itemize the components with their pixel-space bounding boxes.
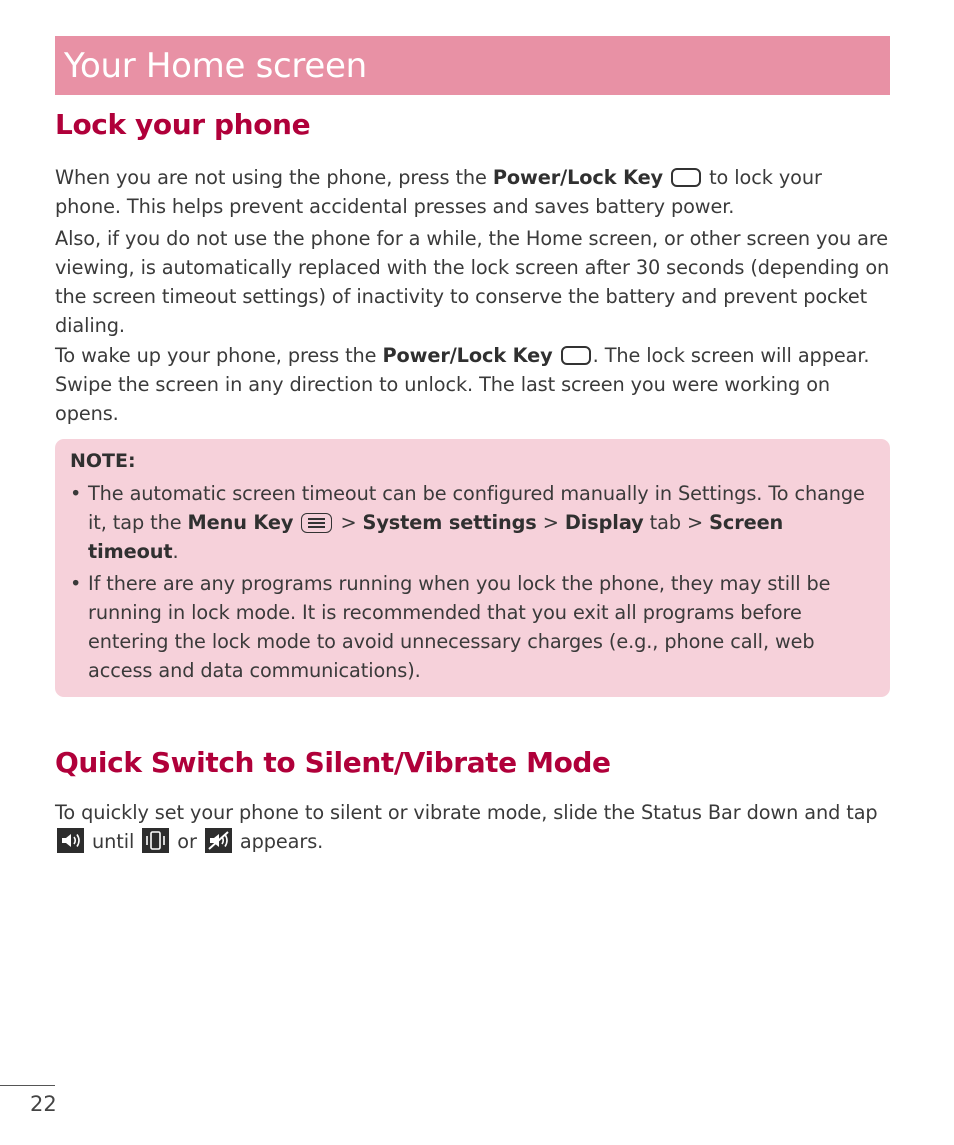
text-span: . xyxy=(172,540,179,563)
menu-key-icon xyxy=(301,513,332,533)
section-header-bar xyxy=(55,36,890,95)
screen-timeout-label: Screen timeout xyxy=(88,511,784,563)
sound-icon xyxy=(57,828,84,853)
silent-icon xyxy=(205,828,232,853)
text-span: appears. xyxy=(233,830,324,853)
text-span: to lock your phone. This helps prevent accidental presses and saves battery power. xyxy=(55,166,822,218)
text-span: When you are not using the phone, press the xyxy=(55,166,493,189)
lock-paragraph-2: Also, if you do not use the phone for a while, the Home screen, or other screen you are viewing, is automatically replaced with the lock screen after 30 seconds (depending on the screen timeout settings) of inactivity to conserve the battery and prevent pocket dialing. xyxy=(55,227,890,337)
text-span: To wake up your phone, press the xyxy=(55,344,383,367)
vibrate-icon xyxy=(142,828,169,853)
lock-paragraph-1 xyxy=(55,163,893,221)
note-item-timeout xyxy=(70,479,875,566)
page-number: 22 xyxy=(30,1092,57,1116)
note-list xyxy=(70,479,875,688)
text-span: until xyxy=(86,830,141,853)
lock-paragraph-3 xyxy=(55,341,893,428)
text-span: The automatic screen timeout can be configured manually in Settings. To change it, tap the xyxy=(88,482,865,534)
note-item-programs: • If there are any programs running when you lock the phone, they may still be running in lock mode. It is recommended that you exit all programs before entering the lock mode to avoid unnecessary charges (e.g., phone call, web access and data communications). xyxy=(70,569,875,685)
power-key-icon xyxy=(561,346,591,365)
note-title: NOTE: xyxy=(70,450,136,472)
quick-switch-heading: Quick Switch to Silent/Vibrate Mode xyxy=(55,746,611,779)
separator: > xyxy=(334,511,363,534)
page-section-title: Your Home screen xyxy=(64,45,367,86)
text-span: tab > xyxy=(643,511,710,534)
power-lock-key-label: Power/Lock Key xyxy=(382,344,553,367)
display-label: Display xyxy=(564,511,644,534)
text-span: or xyxy=(171,830,203,853)
system-settings-label: System settings xyxy=(362,511,537,534)
text-span: . The lock screen will appear. Swipe the screen in any direction to unlock. The last screen you were working on opens. xyxy=(55,344,870,425)
separator: > xyxy=(536,511,565,534)
footer-rule xyxy=(0,1085,55,1086)
text-span: To quickly set your phone to silent or vibrate mode, slide the Status Bar down and tap xyxy=(55,801,878,824)
menu-key-label: Menu Key xyxy=(187,511,294,534)
power-lock-key-label: Power/Lock Key xyxy=(492,166,664,189)
lock-phone-heading: Lock your phone xyxy=(55,108,311,141)
power-key-icon xyxy=(671,168,701,187)
quick-switch-paragraph xyxy=(55,798,893,856)
note-box xyxy=(55,439,890,697)
